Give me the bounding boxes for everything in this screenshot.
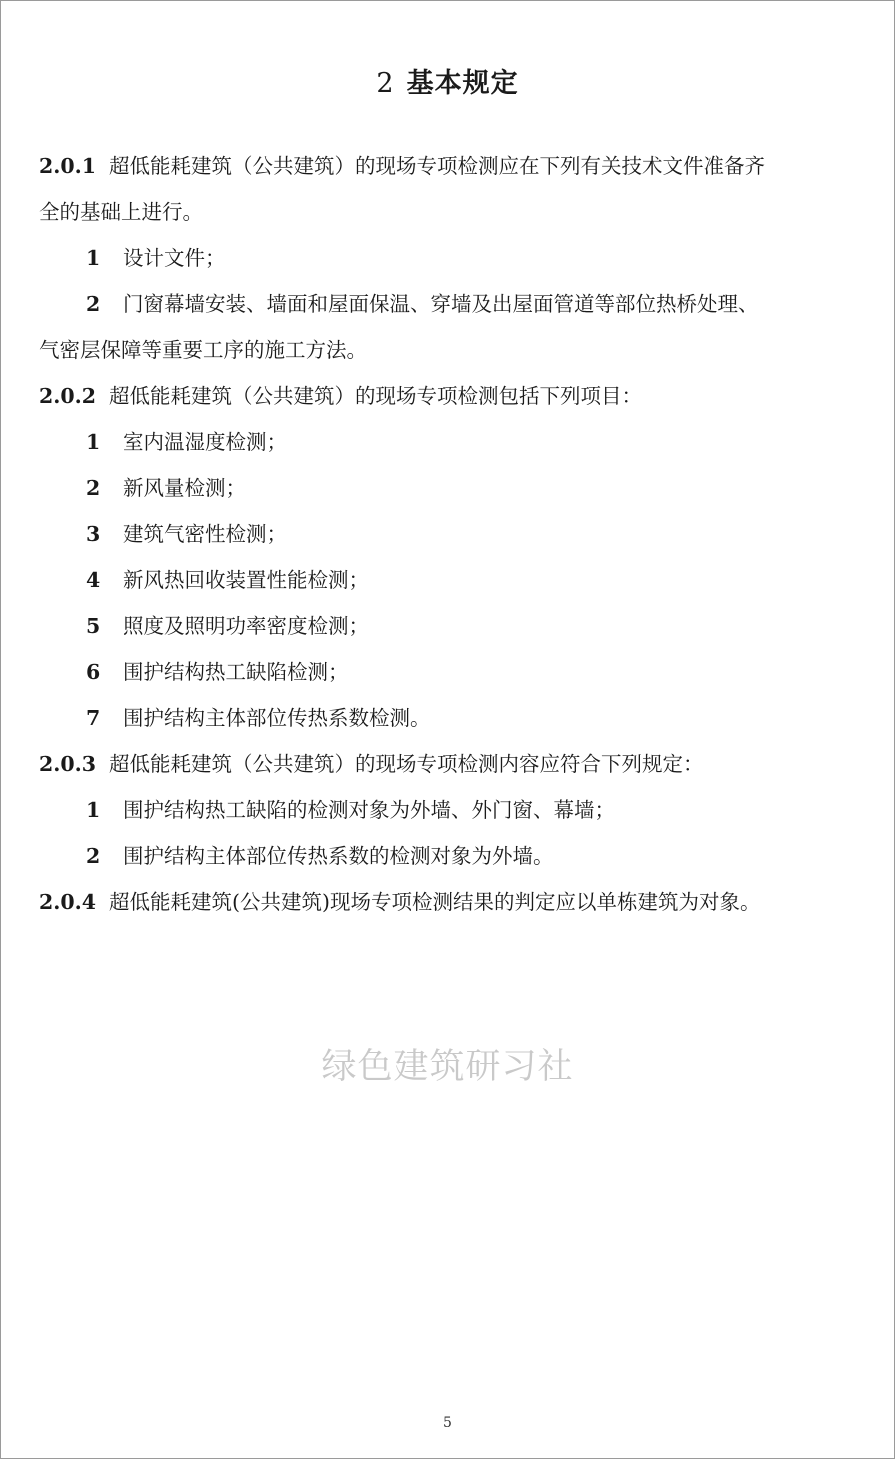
list-item bbox=[86, 294, 759, 315]
clause-text: 超低能耗建筑（公共建筑）的现场专项检测内容应符合下列规定： bbox=[109, 752, 704, 776]
item-number: 7 bbox=[86, 706, 101, 730]
item-number: 1 bbox=[86, 798, 101, 822]
list-item-continuation: 气密层保障等重要工序的施工方法。 bbox=[39, 338, 367, 362]
clause-number: 2.0.3 bbox=[39, 752, 97, 776]
item-number: 6 bbox=[86, 660, 101, 684]
chapter-number: 2 bbox=[376, 68, 395, 99]
list-item bbox=[86, 800, 615, 821]
list-item bbox=[86, 432, 287, 453]
item-text: 新风热回收装置性能检测； bbox=[123, 568, 369, 592]
clause-text: 超低能耗建筑（公共建筑）的现场专项检测包括下列项目： bbox=[109, 384, 642, 408]
item-number: 2 bbox=[86, 844, 101, 868]
item-text: 围护结构主体部位传热系数检测。 bbox=[123, 706, 431, 730]
item-text: 设计文件； bbox=[123, 246, 226, 270]
watermark-text: 绿色建筑研习社 bbox=[321, 1047, 574, 1087]
item-text: 室内温湿度检测； bbox=[123, 430, 287, 454]
list-item bbox=[86, 524, 287, 545]
item-number: 3 bbox=[86, 522, 101, 546]
list-item bbox=[86, 708, 431, 729]
list-item bbox=[86, 846, 554, 867]
item-text: 新风量检测； bbox=[123, 476, 246, 500]
list-item bbox=[86, 616, 369, 637]
clause-2-0-2 bbox=[39, 386, 642, 407]
clause-2-0-4 bbox=[39, 892, 761, 913]
page-number: 5 bbox=[443, 1415, 452, 1431]
clause-number: 2.0.2 bbox=[39, 384, 97, 408]
list-item bbox=[86, 662, 349, 683]
clause-number: 2.0.4 bbox=[39, 890, 97, 914]
clause-2-0-1-continuation: 全的基础上进行。 bbox=[39, 200, 203, 224]
list-item bbox=[86, 478, 246, 499]
item-text: 建筑气密性检测； bbox=[123, 522, 287, 546]
clause-2-0-1 bbox=[39, 156, 765, 177]
clause-2-0-3 bbox=[39, 754, 704, 775]
item-number: 5 bbox=[86, 614, 101, 638]
item-number: 1 bbox=[86, 246, 101, 270]
item-number: 2 bbox=[86, 292, 101, 316]
list-item bbox=[86, 248, 226, 269]
item-text: 照度及照明功率密度检测； bbox=[123, 614, 369, 638]
item-text: 围护结构热工缺陷检测； bbox=[123, 660, 349, 684]
chapter-title-text: 基本规定 bbox=[406, 68, 519, 99]
clause-text: 超低能耗建筑（公共建筑）的现场专项检测应在下列有关技术文件准备齐 bbox=[109, 154, 765, 178]
list-item bbox=[86, 570, 369, 591]
clause-number: 2.0.1 bbox=[39, 154, 97, 178]
chapter-title bbox=[1, 61, 894, 100]
item-text: 围护结构热工缺陷的检测对象为外墙、外门窗、幕墙； bbox=[123, 798, 615, 822]
item-number: 4 bbox=[86, 568, 101, 592]
item-number: 2 bbox=[86, 476, 101, 500]
item-number: 1 bbox=[86, 430, 101, 454]
item-text: 围护结构主体部位传热系数的检测对象为外墙。 bbox=[123, 844, 554, 868]
clause-text: 超低能耗建筑(公共建筑)现场专项检测结果的判定应以单栋建筑为对象。 bbox=[109, 890, 761, 914]
item-text: 门窗幕墙安装、墙面和屋面保温、穿墙及出屋面管道等部位热桥处理、 bbox=[123, 292, 759, 316]
